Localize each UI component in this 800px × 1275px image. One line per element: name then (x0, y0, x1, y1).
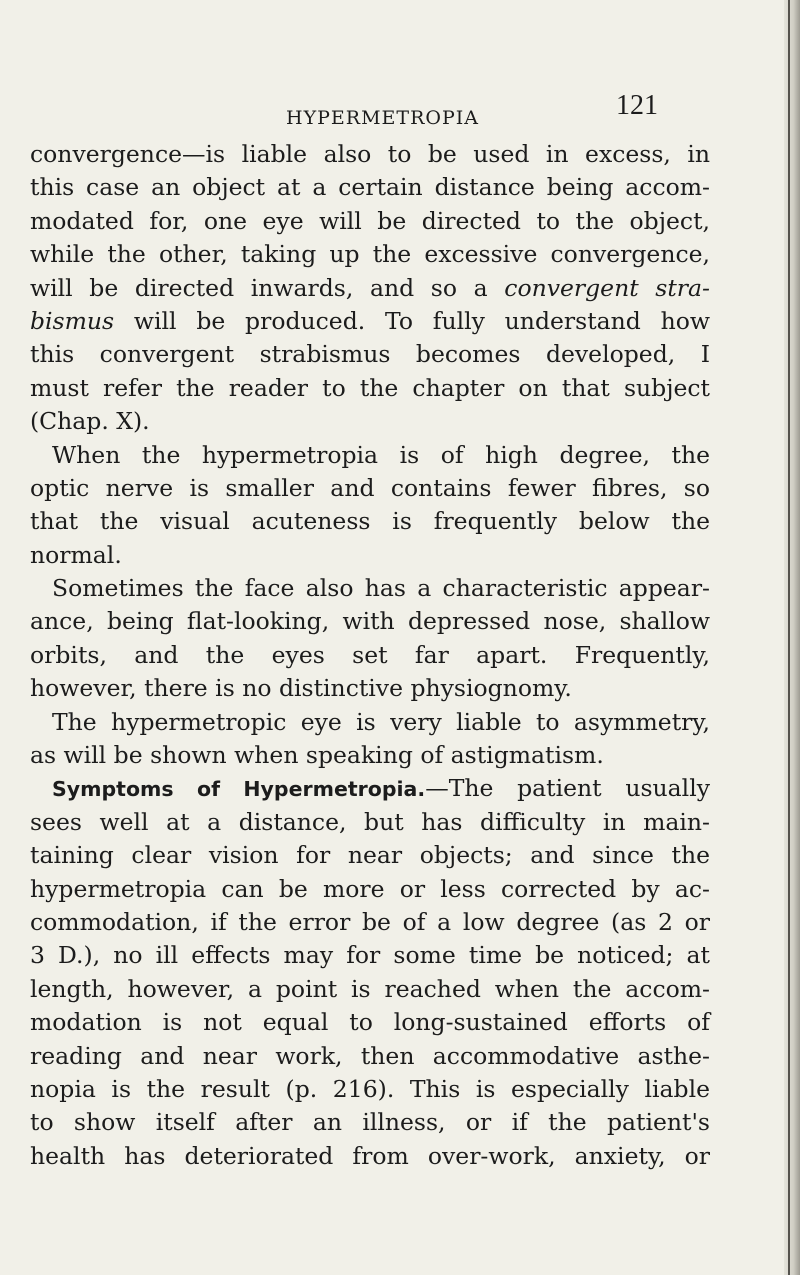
text-line: to show itself after an illness, or if the patient's (30, 1108, 710, 1137)
text-line: modated for, one eye will be directed to the object, (30, 206, 710, 235)
text-line: The hypermetropic eye is very liable to asymmetry, (52, 707, 710, 736)
text-line: 3 D.), no ill effects may for some time be noticed; at (30, 941, 710, 970)
page-number: 121 (616, 90, 658, 121)
text-line (30, 772, 710, 805)
page-edge-line (788, 0, 790, 1275)
text-line: normal. (30, 540, 122, 569)
body-text (30, 138, 710, 1173)
text-line: ance, being flat-looking, with depressed nose, shallow (30, 607, 710, 636)
text-line: this case an object at a certain distance being accom- (30, 173, 710, 202)
italic-term: bismus (30, 306, 115, 335)
text-line: commodation, if the error be of a low degree (as 2 or (30, 907, 710, 936)
text-line: hypermetropia can be more or less corrected by ac- (30, 874, 710, 903)
text-line: orbits, and the eyes set far apart. Frequently, (30, 640, 710, 669)
text-line: (Chap. X). (30, 407, 150, 436)
text-segment: will be directed inwards, and so a (30, 273, 505, 302)
text-line (30, 272, 710, 305)
text-line: length, however, a point is reached when the accom- (30, 974, 710, 1003)
text-line: this convergent strabismus becomes developed, I (30, 340, 710, 369)
text-line: optic nerve is smaller and contains fewer fibres, so (30, 473, 710, 502)
text-segment: will be produced. To fully understand how (114, 306, 710, 335)
page-edge-shadow (784, 0, 800, 1275)
text-line: reading and near work, then accommodative asthe- (30, 1041, 710, 1070)
text-line: Sometimes the face also has a characteristic appear- (52, 574, 710, 603)
text-line: must refer the reader to the chapter on that subject (30, 373, 710, 402)
text-line (30, 305, 710, 338)
text-line: convergence—is liable also to be used in excess, in (30, 140, 710, 168)
section-heading: Symptoms of Hypermetropia. (52, 777, 426, 802)
text-line: nopia is the result (p. 216). This is especially liable (30, 1074, 710, 1103)
text-line: modation is not equal to long-sustained efforts of (30, 1008, 710, 1037)
text-line: however, there is no distinctive physiognomy. (30, 674, 572, 703)
text-line: as will be shown when speaking of astigmatism. (30, 741, 604, 770)
text-line: while the other, taking up the excessive convergence, (30, 240, 710, 269)
italic-term: convergent stra- (504, 273, 710, 302)
text-line: When the hypermetropia is of high degree, the (52, 440, 710, 469)
running-head: HYPERMETROPIA (286, 107, 479, 129)
text-line: that the visual acuteness is frequently below the (30, 507, 710, 536)
page-header (60, 90, 740, 130)
text-segment: —The patient usually (425, 774, 710, 803)
text-line: health has deteriorated from over-work, anxiety, or (30, 1141, 710, 1170)
text-line: taining clear vision for near objects; and since the (30, 841, 710, 870)
text-line: sees well at a distance, but has difficulty in main- (30, 807, 710, 836)
